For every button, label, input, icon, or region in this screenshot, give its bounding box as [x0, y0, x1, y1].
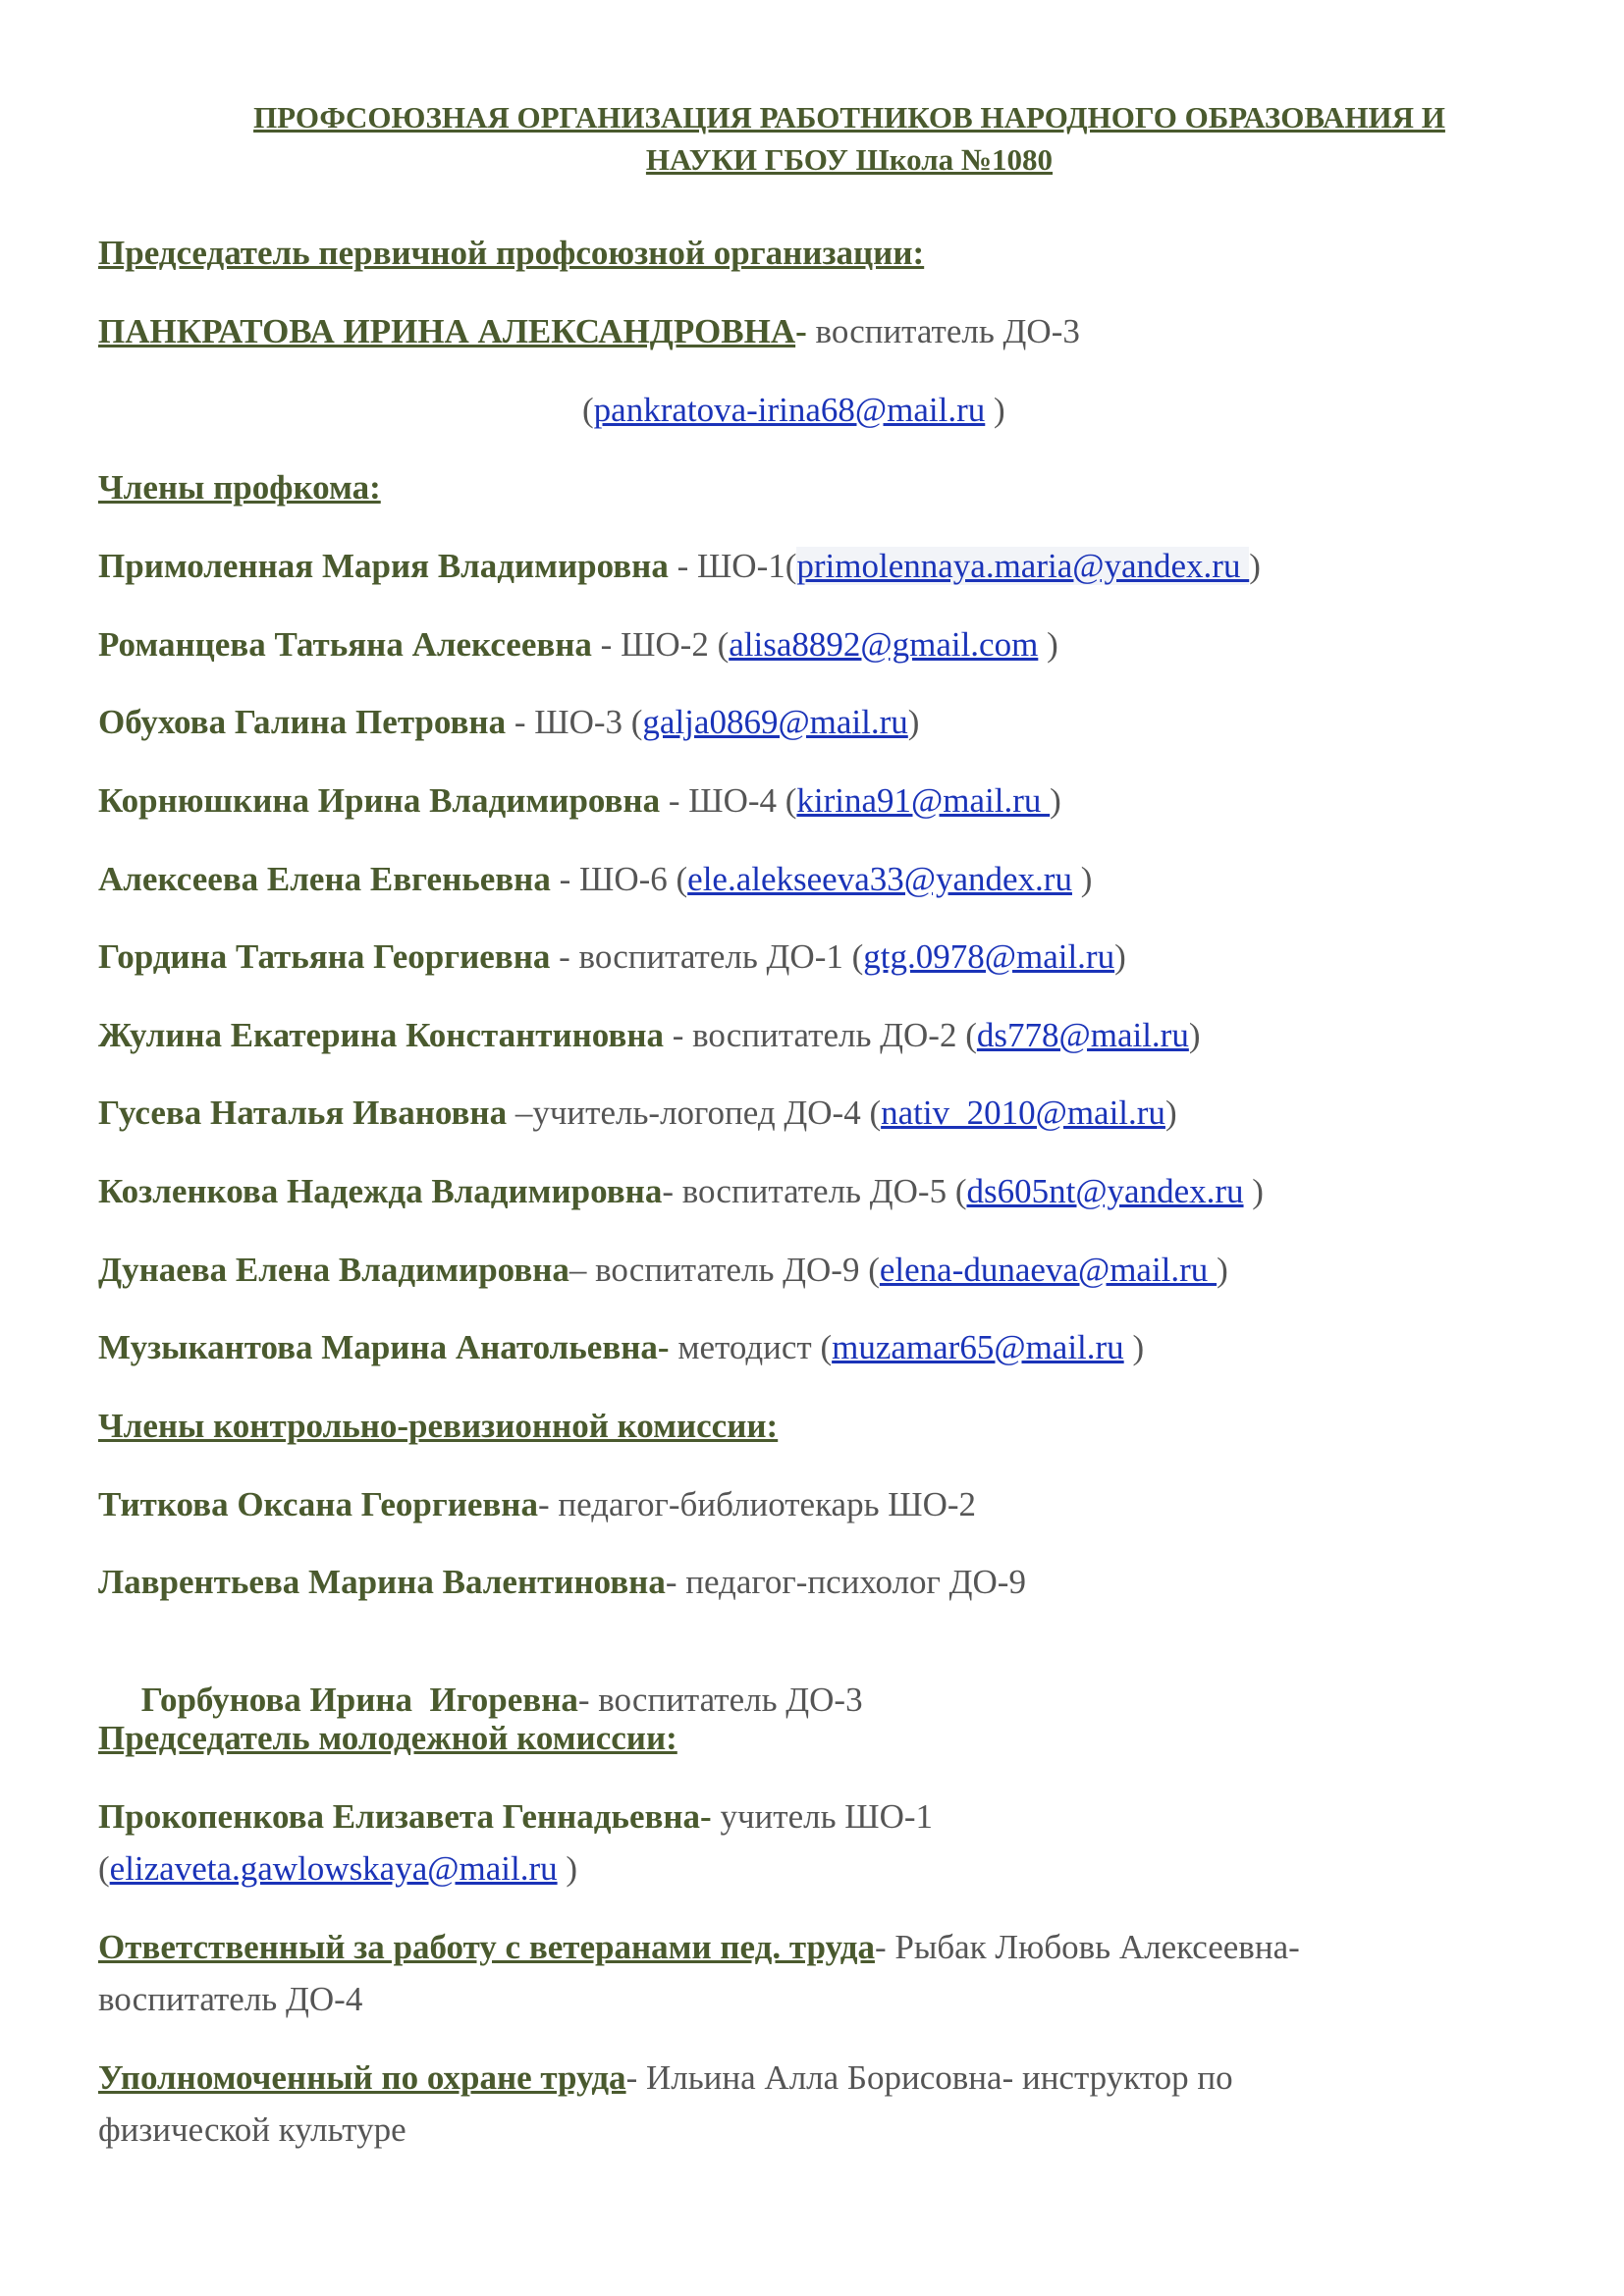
- committee-member: [98, 1251, 1228, 1290]
- committee-member: [98, 703, 919, 742]
- chair-line: [98, 312, 1080, 351]
- youth-email-close: ): [557, 1849, 578, 1888]
- youth-chair-line: [98, 1797, 933, 1837]
- member-role: - ШО-1(: [668, 547, 797, 585]
- safety-line-2: [98, 2110, 406, 2150]
- committee-member: [98, 1016, 1201, 1055]
- member-email-link[interactable]: nativ_2010@mail.ru: [881, 1094, 1165, 1132]
- member-dash: -: [657, 1328, 670, 1366]
- audit-member: [98, 1563, 1026, 1602]
- committee-member: [98, 781, 1061, 821]
- member-email-link[interactable]: ds605nt@yandex.ru: [966, 1172, 1244, 1210]
- member-email-close: ): [1188, 1016, 1201, 1054]
- chair-email-link[interactable]: pankratova-irina68@mail.ru: [593, 391, 986, 429]
- youth-email-open: (: [98, 1849, 110, 1888]
- member-email-close: ): [1050, 781, 1061, 820]
- member-role: - ШО-2 (: [591, 625, 730, 664]
- veterans-text: - Рыбак Любовь Алексеевна-: [874, 1928, 1300, 1966]
- committee-member: [98, 860, 1092, 899]
- committee-member: [98, 625, 1058, 665]
- member-email-close: ): [1249, 547, 1261, 585]
- veterans-text-2: воспитатель ДО-4: [98, 1980, 363, 2018]
- youth-email-link[interactable]: elizaveta.gawlowskaya@mail.ru: [109, 1849, 558, 1888]
- committee-member: [98, 1094, 1177, 1133]
- member-email-link[interactable]: ele.alekseeva33@yandex.ru: [687, 860, 1072, 898]
- member-email-link[interactable]: muzamar65@mail.ru: [832, 1328, 1124, 1366]
- committee-heading-line: [98, 468, 381, 507]
- audit-heading: Члены контрольно-ревизионной комиссии:: [98, 1407, 779, 1445]
- member-role: –учитель-логопед ДО-4 (: [507, 1094, 882, 1132]
- audit-member-role: - педагог-библиотекарь ШО-2: [537, 1485, 977, 1523]
- member-name: Музыкантова Марина Анатольевна: [98, 1328, 658, 1366]
- committee-member: [98, 547, 1261, 586]
- member-name: Обухова Галина Петровна: [98, 703, 507, 741]
- chair-heading-line: [98, 234, 924, 273]
- committee-member: [98, 1172, 1264, 1211]
- member-email-close: ): [907, 703, 920, 741]
- member-name: Жулина Екатерина Константиновна: [98, 1016, 664, 1054]
- chair-email-close: ): [985, 391, 1005, 429]
- youth-heading: Председатель молодежной комиссии:: [98, 1719, 677, 1757]
- safety-text-2: физической культуре: [98, 2110, 406, 2149]
- member-email-close: ): [1164, 1094, 1177, 1132]
- chair-email-open: (: [582, 391, 594, 429]
- member-email-link[interactable]: primolennaya.maria@yandex.ru: [796, 547, 1250, 585]
- youth-chair-role: учитель ШО-1: [711, 1797, 934, 1836]
- member-role: – воспитатель ДО-9 (: [568, 1251, 880, 1289]
- member-name: Гордина Татьяна Георгиевна: [98, 937, 551, 976]
- member-email-link[interactable]: galja0869@mail.ru: [642, 703, 908, 741]
- member-email-link[interactable]: ds778@mail.ru: [976, 1016, 1189, 1054]
- member-email-close: ): [1038, 625, 1058, 664]
- audit-member: [98, 1485, 976, 1524]
- chair-role: воспитатель ДО-3: [806, 312, 1080, 350]
- member-name: Гусева Наталья Ивановна: [98, 1094, 508, 1132]
- youth-chair-name: Прокопенкова Елизавета Геннадьевна-: [98, 1797, 712, 1836]
- chair-email-line: [582, 391, 1005, 430]
- member-name: Козленкова Надежда Владимировна: [98, 1172, 663, 1210]
- member-name: Примоленная Мария Владимировна: [98, 547, 669, 585]
- member-role: методист (: [669, 1328, 833, 1366]
- veterans-heading: Ответственный за работу с ветеранами пед. труда: [98, 1928, 875, 1966]
- youth-heading-line: [98, 1719, 677, 1758]
- safety-heading: Уполномоченный по охране труда: [98, 2058, 626, 2097]
- member-name: Корнюшкина Ирина Владимировна: [98, 781, 661, 820]
- committee-member: [98, 1328, 1144, 1367]
- audit-member-name: Титкова Оксана Георгиевна: [98, 1485, 538, 1523]
- member-name: Алексеева Елена Евгеньевна: [98, 860, 551, 898]
- youth-email-line: [98, 1849, 577, 1889]
- member-email-close: ): [1071, 860, 1093, 898]
- audit-member-name: Горбунова Ирина Игоревна: [133, 1681, 578, 1719]
- audit-member-role: - воспитатель ДО-3: [577, 1681, 863, 1719]
- member-role: - воспитатель ДО-2 (: [663, 1016, 977, 1054]
- member-role: - ШО-3 (: [506, 703, 643, 741]
- member-email-link[interactable]: alisa8892@gmail.com: [729, 625, 1039, 664]
- veterans-line-2: [98, 1980, 362, 2019]
- member-role: - ШО-6 (: [550, 860, 688, 898]
- member-email-close: ): [1114, 937, 1126, 976]
- member-name: Романцева Татьяна Алексеевна: [98, 625, 592, 664]
- veterans-line: [98, 1928, 1300, 1967]
- member-name: Дунаева Елена Владимировна: [98, 1251, 569, 1289]
- member-email-close: ): [1123, 1328, 1145, 1366]
- member-role: - воспитатель ДО-1 (: [550, 937, 864, 976]
- member-email-link[interactable]: elena-dunaeva@mail.ru: [879, 1251, 1218, 1289]
- member-email-link[interactable]: kirina91@mail.ru: [796, 781, 1051, 820]
- safety-line: [98, 2058, 1233, 2098]
- audit-member-role: - педагог-психолог ДО-9: [665, 1563, 1026, 1601]
- member-email-close: ): [1243, 1172, 1264, 1210]
- audit-heading-line: [98, 1407, 778, 1446]
- document-title-line-1: ПРОФСОЮЗНАЯ ОРГАНИЗАЦИЯ РАБОТНИКОВ НАРОДНОГО ОБРАЗОВАНИЯ И: [253, 100, 1445, 134]
- safety-text: - Ильина Алла Борисовна- инструктор по: [625, 2058, 1233, 2097]
- chair-name: ПАНКРАТОВА ИРИНА АЛЕКСАНДРОВНА: [98, 312, 796, 350]
- member-role: - ШО-4 (: [660, 781, 797, 820]
- member-role: - воспитатель ДО-5 (: [662, 1172, 967, 1210]
- committee-member: [98, 937, 1126, 977]
- committee-heading: Члены профкома:: [98, 468, 381, 507]
- member-email-link[interactable]: gtg.0978@mail.ru: [863, 937, 1115, 976]
- member-email-close: ): [1217, 1251, 1228, 1289]
- chair-dash: -: [795, 312, 807, 350]
- document-title-line-2: НАУКИ ГБОУ Школа №1080: [645, 142, 1054, 177]
- audit-member-name: Лаврентьева Марина Валентиновна: [98, 1563, 666, 1601]
- chair-heading: Председатель первичной профсоюзной организации:: [98, 234, 925, 272]
